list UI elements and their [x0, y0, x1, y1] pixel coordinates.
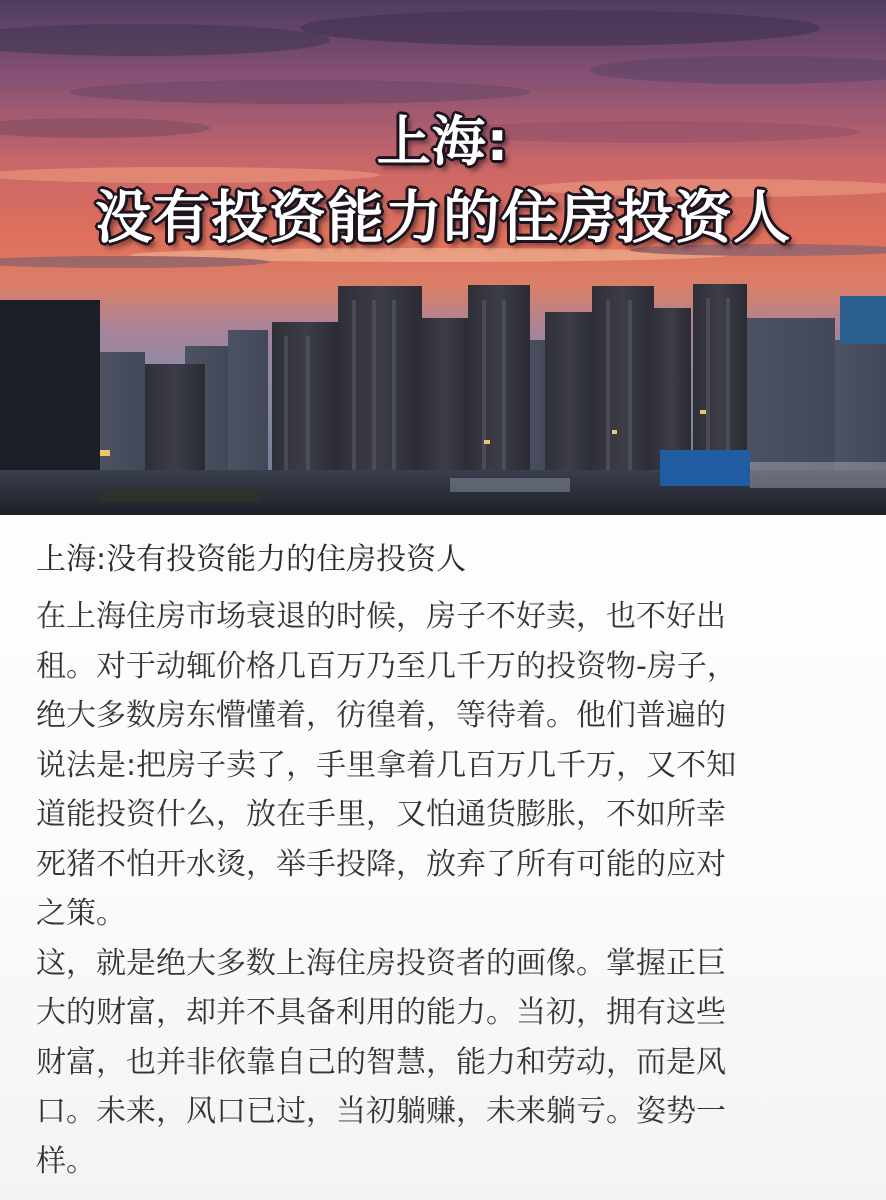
paragraph-2 — [36, 939, 856, 1187]
paragraph-line: 口。未来，风口已过，当初躺赚，未来躺亏。姿势一 — [36, 1094, 726, 1129]
paragraph-line: 绝大多数房东懵懂着，彷徨着，等待着。他们普遍的 — [36, 698, 726, 733]
article-body — [36, 536, 856, 1186]
paragraph-line: 大的财富，却并不具备利用的能力。当初，拥有这些 — [36, 995, 726, 1030]
paragraph-line: 样。 — [36, 1143, 96, 1179]
hero-image — [0, 0, 886, 515]
article-title: 上海:没有投资能力的住房投资人 — [36, 542, 467, 577]
paragraph-line: 租。对于动辄价格几百万乃至几千万的投资物-房子， — [36, 648, 737, 684]
paragraph-line: 之策。 — [36, 896, 126, 931]
paragraph-line: 死猪不怕开水烫，举手投降，放弃了所有可能的应对 — [36, 846, 726, 882]
paragraph-line: 这，就是绝大多数上海住房投资者的画像。掌握正巨 — [36, 945, 726, 981]
paragraph-1 — [36, 592, 856, 939]
paragraph-line: 道能投资什么，放在手里，又怕通货膨胀，不如所幸 — [36, 797, 726, 832]
hero-title-line2: 没有投资能力的住房投资人 — [95, 185, 791, 251]
hero-title-line1: 上海: — [376, 110, 510, 173]
paragraph-line: 说法是:把房子卖了，手里拿着几百万几千万，又不知 — [36, 747, 737, 783]
sunset-cityscape-illustration — [0, 0, 886, 515]
paragraph-line: 在上海住房市场衰退的时候，房子不好卖，也不好出 — [36, 599, 726, 634]
paragraph-line: 财富，也并非依靠自己的智慧，能力和劳动，而是风 — [36, 1044, 726, 1080]
